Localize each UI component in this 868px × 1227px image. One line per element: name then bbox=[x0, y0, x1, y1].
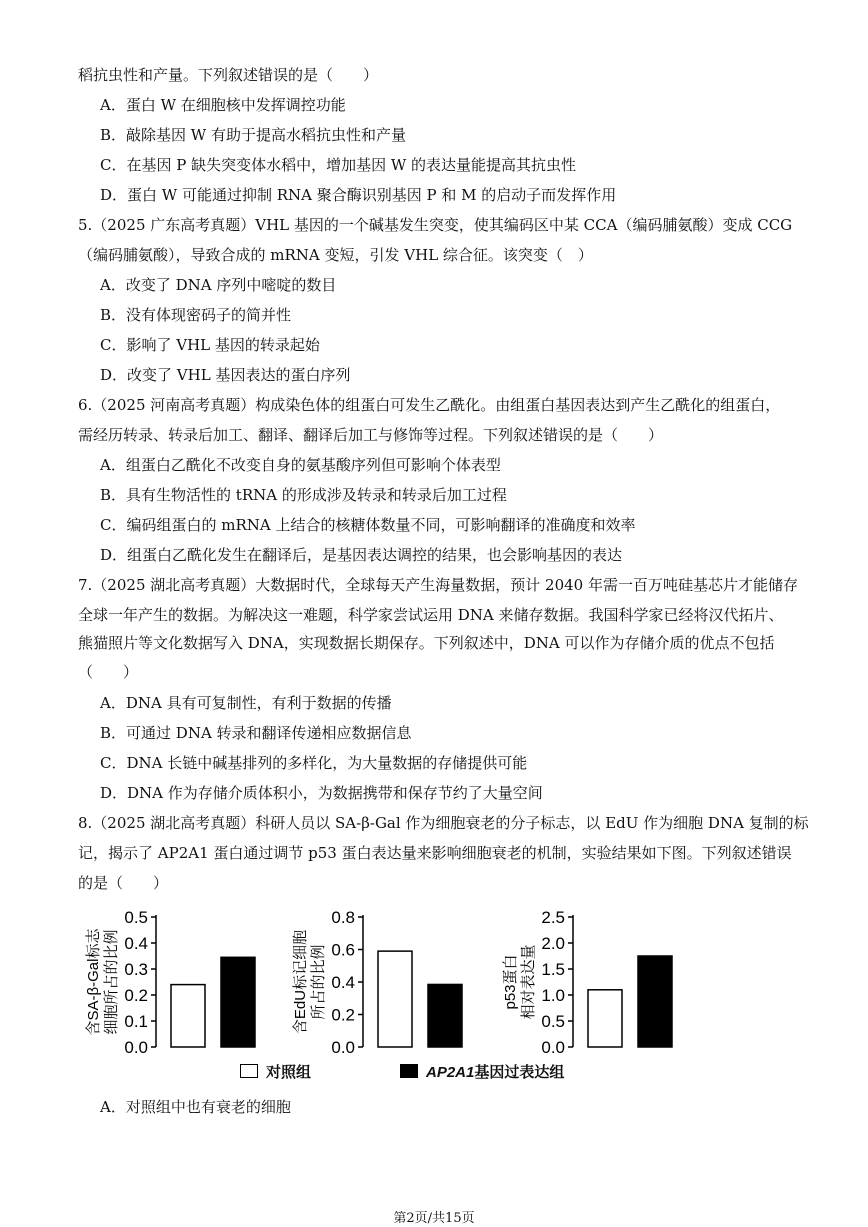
option-line: C．在基因 P 缺失突变体水稻中，增加基因 W 的表达量能提高其抗虫性 bbox=[100, 156, 577, 174]
y-tick-label: 0.8 bbox=[331, 908, 355, 927]
option-line: D．蛋白 W 可能通过抑制 RNA 聚合酶识别基因 P 和 M 的启动子而发挥作用 bbox=[100, 186, 617, 204]
y-tick-label: 0.6 bbox=[331, 940, 355, 960]
question-line: （编码脯氨酸），导致合成的 mRNA 变短，引发 VHL 综合征。该突变（ ） bbox=[78, 246, 593, 264]
question-line: 6.（2025 河南高考真题）构成染色体的组蛋白可发生乙酰化。由组蛋白基因表达到产生乙酰化的组蛋白， bbox=[78, 396, 781, 414]
question-line: 5.（2025 广东高考真题）VHL 基因的一个碱基发生突变，使其编码区中某 CCA（编码脯氨酸）变成 CCG bbox=[78, 216, 793, 234]
legend-control-label: 对照组 bbox=[266, 1064, 312, 1081]
legend-swatch-white bbox=[240, 1064, 258, 1078]
question-line: 7.（2025 湖北高考真题）大数据时代，全球每天产生海量数据，预计 2040 年需一百万吨硅基芯片才能储存 bbox=[78, 576, 798, 594]
option-line: D．DNA 作为存储介质体积小，为数据携带和保存节约了大量空间 bbox=[100, 784, 543, 802]
y-tick-label: 0.4 bbox=[124, 934, 148, 953]
question-line: （ ） bbox=[78, 663, 139, 681]
y-axis-label-line1: 含SA-β-Gal标志 bbox=[85, 928, 102, 1036]
legend-gene-name: AP2A1 bbox=[426, 1064, 475, 1081]
y-tick-label: 0.2 bbox=[331, 1005, 355, 1025]
y-tick-label: 2.0 bbox=[541, 934, 565, 953]
y-tick-label: 0.0 bbox=[331, 1038, 355, 1057]
bar-overexpression bbox=[221, 957, 255, 1047]
option-line: D．改变了 VHL 基因表达的蛋白序列 bbox=[100, 366, 351, 384]
y-axis-label-line1: 含EdU标记细胞 bbox=[292, 929, 309, 1035]
question-line: 8.（2025 湖北高考真题）科研人员以 SA-β-Gal 作为细胞衰老的分子标志，以 EdU 作为细胞 DNA 复制的标 bbox=[78, 814, 809, 832]
option-line: A．DNA 具有可复制性，有利于数据的传播 bbox=[100, 694, 392, 712]
bar-control bbox=[171, 985, 205, 1047]
question-line: 的是（ ） bbox=[78, 874, 169, 892]
y-tick-label: 0.5 bbox=[541, 1012, 565, 1031]
y-axis-label-line2: 所占的比例 bbox=[310, 944, 327, 1020]
bar-overexpression bbox=[428, 984, 462, 1047]
question-line: 需经历转录、转录后加工、翻译、翻译后加工与修饰等过程。下列叙述错误的是（ ） bbox=[78, 426, 664, 444]
y-tick-label: 0.5 bbox=[124, 908, 148, 927]
option-line: B．敲除基因 W 有助于提高水稻抗虫性和产量 bbox=[100, 126, 406, 144]
option-line: C．DNA 长链中碱基排列的多样化，为大量数据的存储提供可能 bbox=[100, 754, 528, 772]
option-line: A．改变了 DNA 序列中嘧啶的数目 bbox=[100, 276, 337, 294]
y-tick-label: 0.3 bbox=[124, 960, 148, 979]
question-line: 熊猫照片等文化数据写入 DNA，实现数据长期保存。下列叙述中，DNA 可以作为存储介质的优点不包括 bbox=[78, 634, 775, 652]
legend-swatch-black bbox=[400, 1064, 418, 1078]
y-tick-label: 0.4 bbox=[331, 973, 355, 992]
bar-control bbox=[588, 990, 622, 1047]
y-tick-label: 0.2 bbox=[124, 986, 148, 1005]
option-line: B．具有生物活性的 tRNA 的形成涉及转录和转录后加工过程 bbox=[100, 486, 507, 504]
y-tick-label: 0.1 bbox=[124, 1012, 148, 1031]
option-line: A．蛋白 W 在细胞核中发挥调控功能 bbox=[100, 96, 346, 114]
sa-beta-gal-chart bbox=[78, 905, 268, 1060]
option-line: B．可通过 DNA 转录和翻译传递相应数据信息 bbox=[100, 724, 412, 742]
y-axis-label-line2: 细胞所占的比例 bbox=[103, 929, 120, 1035]
page-footer: 第2页/共15页 bbox=[393, 1211, 475, 1226]
question-line: 稻抗虫性和产量。下列叙述错误的是（ ） bbox=[78, 66, 379, 84]
bar-control bbox=[378, 951, 412, 1047]
option-line: C．影响了 VHL 基因的转录起始 bbox=[100, 336, 320, 354]
question-line: 全球一年产生的数据。为解决这一难题，科学家尝试运用 DNA 来储存数据。我国科学家已经将汉代拓片、 bbox=[78, 606, 784, 624]
bar-overexpression bbox=[638, 956, 672, 1047]
legend-gene-label: 基因过表达组 bbox=[474, 1064, 565, 1081]
y-axis-label-line1: p53蛋白 bbox=[502, 954, 519, 1010]
edu-chart bbox=[285, 905, 475, 1060]
y-axis-label-line2: 相对表达量 bbox=[520, 944, 537, 1020]
option-line: A．组蛋白乙酰化不改变自身的氨基酸序列但可影响个体表型 bbox=[100, 456, 501, 474]
p53-chart bbox=[495, 905, 685, 1060]
y-tick-label: 2.5 bbox=[541, 908, 565, 927]
option-line: D．组蛋白乙酰化发生在翻译后，是基因表达调控的结果，也会影响基因的表达 bbox=[100, 546, 623, 564]
legend-control bbox=[240, 1061, 311, 1082]
y-tick-label: 0.0 bbox=[541, 1038, 565, 1057]
y-tick-label: 0.0 bbox=[124, 1038, 148, 1057]
option-line: C．编码组蛋白的 mRNA 上结合的核糖体数量不同，可影响翻译的准确度和效率 bbox=[100, 516, 636, 534]
y-tick-label: 1.0 bbox=[541, 986, 565, 1005]
y-tick-label: 1.5 bbox=[541, 960, 565, 979]
question-line: 记，揭示了 AP2A1 蛋白通过调节 p53 蛋白表达量来影响细胞衰老的机制，实验结果如下图。下列叙述错误 bbox=[78, 844, 792, 862]
option-line: B．没有体现密码子的简并性 bbox=[100, 306, 292, 324]
option-line: A．对照组中也有衰老的细胞 bbox=[100, 1098, 291, 1116]
legend-overexpression bbox=[400, 1061, 564, 1082]
